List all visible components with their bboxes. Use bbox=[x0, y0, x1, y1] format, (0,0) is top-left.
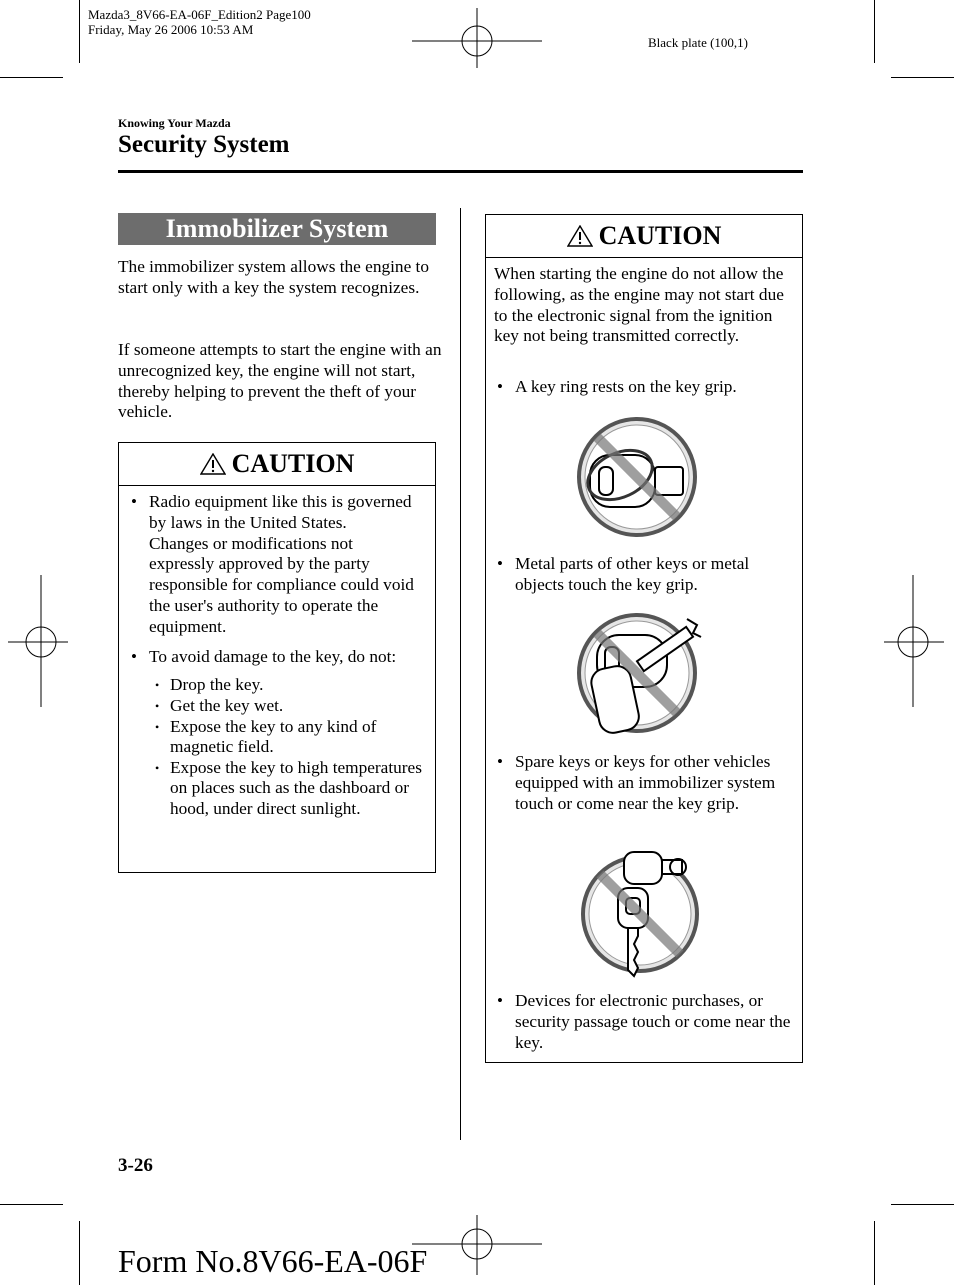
page-number: 3-26 bbox=[118, 1155, 153, 1176]
caution-item-text: • Radio equipment like this is governed by laws in the United States. bbox=[149, 492, 412, 532]
crop-mark bbox=[0, 1204, 63, 1205]
intro-paragraph-2: If someone attempts to start the engine with an unrecognized key, the engine will not start, thereby helping to prevent the theft of your vehicle. bbox=[118, 340, 442, 422]
form-number: Form No.8V66-EA-06F bbox=[118, 1243, 428, 1279]
registration-mark-left bbox=[8, 575, 68, 707]
caution-title: CAUTION bbox=[598, 221, 722, 250]
list-item: • Get the key wet. bbox=[149, 696, 435, 717]
caution-item-text: • To avoid damage to the key, do not: bbox=[149, 646, 397, 666]
caution-heading bbox=[486, 215, 802, 258]
list-item bbox=[119, 492, 419, 638]
key-ring-prohibited-illustration bbox=[575, 415, 705, 545]
crop-mark bbox=[874, 1221, 875, 1285]
print-header-date: Friday, May 26 2006 10:53 AM bbox=[88, 22, 254, 37]
crop-mark bbox=[891, 1204, 954, 1205]
print-header-plate: Black plate (100,1) bbox=[648, 35, 748, 50]
crop-mark bbox=[79, 1221, 80, 1285]
caution-box-left bbox=[118, 442, 436, 873]
caution-item bbox=[485, 991, 795, 1053]
caution-item bbox=[485, 554, 795, 596]
crop-mark bbox=[79, 0, 80, 63]
sub-list bbox=[149, 675, 435, 819]
list-item: • Spare keys or keys for other vehicles equipped with an immobilizer system touch or come near the key grip. bbox=[485, 752, 795, 814]
section-title: Security System bbox=[118, 131, 290, 158]
column-divider bbox=[460, 208, 461, 1140]
list-item: • Expose the key to high temperatures on places such as the dashboard or hood, under direct sunlight. bbox=[149, 758, 435, 820]
caution-list bbox=[119, 492, 435, 820]
caution-intro: When starting the engine do not allow the following, as the engine may not start due to the electronic signal from the ignition key not being transmitted correctly. bbox=[494, 264, 784, 346]
section-rule bbox=[118, 170, 803, 173]
caution-item bbox=[485, 752, 795, 814]
warning-triangle-icon bbox=[567, 225, 593, 247]
immobilizer-banner: Immobilizer System bbox=[118, 213, 436, 245]
caution-item bbox=[485, 377, 795, 398]
metal-contact-prohibited-illustration bbox=[575, 605, 710, 740]
list-item: • Drop the key. bbox=[149, 675, 435, 696]
print-header-file: Mazda3_8V66-EA-06F_Edition2 Page100 bbox=[88, 7, 311, 22]
crop-mark bbox=[0, 77, 63, 78]
list-item: • Devices for electronic purchases, or security passage touch or come near the key. bbox=[485, 991, 795, 1053]
list-item: • Expose the key to any kind of magnetic field. bbox=[149, 717, 410, 758]
caution-title: CAUTION bbox=[231, 449, 355, 478]
list-item: • A key ring rests on the key grip. bbox=[485, 377, 795, 398]
caution-heading bbox=[119, 443, 435, 486]
registration-mark-bottom bbox=[412, 1215, 542, 1275]
chapter-label: Knowing Your Mazda bbox=[118, 116, 231, 130]
intro-paragraph-1: The immobilizer system allows the engine to start only with a key the system recognizes. bbox=[118, 257, 429, 297]
list-item bbox=[119, 647, 435, 820]
crop-mark bbox=[874, 0, 875, 63]
caution-item-text: Changes or modifications not expressly approved by the party responsible for compliance could void the user's authority to operate the equipment. bbox=[149, 533, 414, 636]
registration-mark-top bbox=[412, 8, 542, 68]
spare-keys-prohibited-illustration bbox=[578, 848, 703, 978]
crop-mark bbox=[891, 77, 954, 78]
registration-mark-right bbox=[884, 575, 944, 707]
warning-triangle-icon bbox=[200, 453, 226, 475]
list-item: • Metal parts of other keys or metal objects touch the key grip. bbox=[485, 554, 795, 596]
